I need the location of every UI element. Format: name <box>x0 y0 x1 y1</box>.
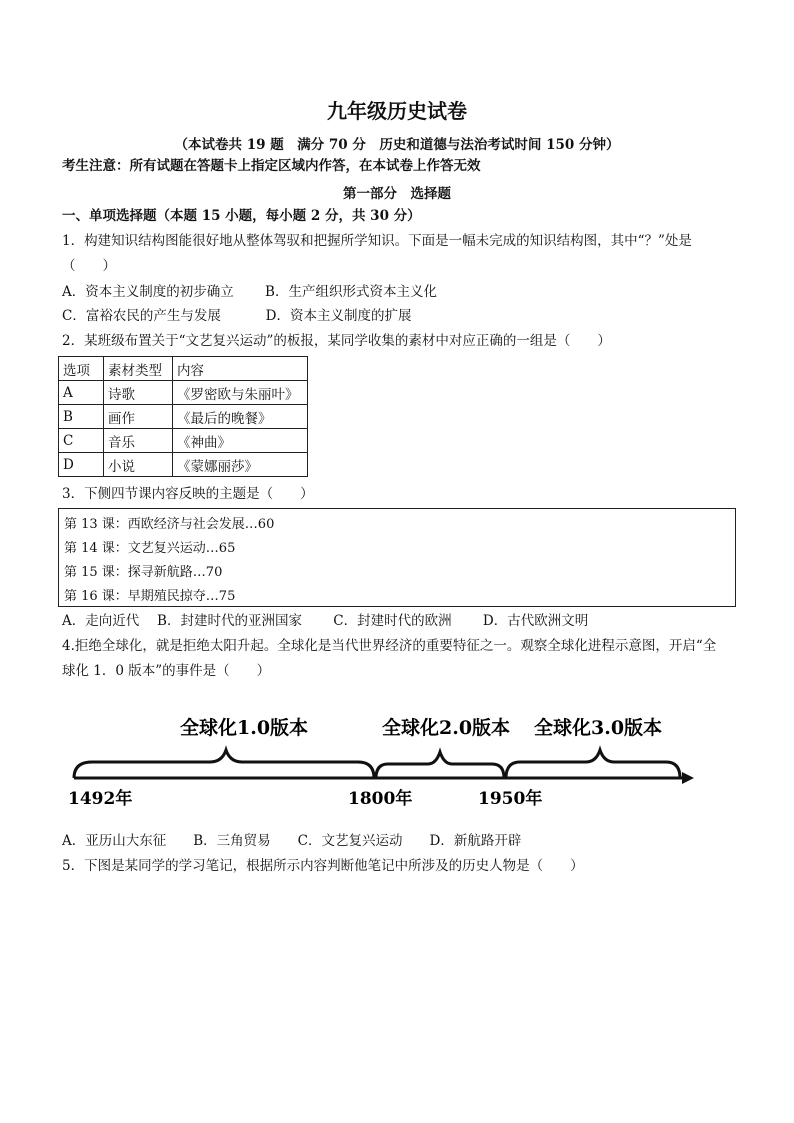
lesson-item: 第 16 课：早期殖民掠夺…75 <box>64 589 236 604</box>
table-header-row <box>59 357 308 381</box>
q5-stem: 5．下图是某同学的学习笔记，根据所示内容判断他笔记中所涉及的历史人物是（ ） <box>62 858 584 874</box>
brace-2 <box>376 752 504 778</box>
timeline-year: 1800年 <box>348 789 413 809</box>
table-row <box>59 453 308 477</box>
table-cell: 《最后的晚餐》 <box>173 405 308 429</box>
table-cell: C <box>59 429 104 453</box>
table-row <box>59 405 308 429</box>
lesson-item: 第 15 课：探寻新航路…70 <box>64 565 223 580</box>
timeline-year: 1950年 <box>478 789 543 809</box>
section-heading: 一、单项选择题（本题 15 小题，每小题 2 分，共 30 分） <box>62 208 421 224</box>
table-cell: 《神曲》 <box>173 429 308 453</box>
timeline-year: 1492年 <box>68 789 133 809</box>
part-heading: 第一部分 选择题 <box>343 186 451 202</box>
q3-options: A．走向近代 B．封建时代的亚洲国家 C．封建时代的欧洲 D．古代欧洲文明 <box>62 613 589 629</box>
table-cell: 诗歌 <box>104 381 173 405</box>
q1-options-ab: A．资本主义制度的初步确立 B．生产组织形式资本主义化 <box>62 284 437 300</box>
timeline-label: 全球化1.0版本 <box>180 717 309 739</box>
timeline-label: 全球化2.0版本 <box>382 717 511 739</box>
q4-stem-line2: 球化 1．0 版本”的事件是（ ） <box>62 663 271 679</box>
timeline-label: 全球化3.0版本 <box>534 717 663 739</box>
lesson-item: 第 14 课：文艺复兴运动…65 <box>64 541 236 556</box>
brace-3 <box>506 750 680 778</box>
table-header-cell: 选项 <box>59 357 104 381</box>
q1-options-cd: C．富裕农民的产生与发展 D．资本主义制度的扩展 <box>62 308 412 324</box>
table-cell: B <box>59 405 104 429</box>
table-cell: A <box>59 381 104 405</box>
exam-subtitle: （本试卷共 19 题 满分 70 分 历史和道德与法治考试时间 150 分钟） <box>174 137 620 153</box>
q2-options-table <box>58 356 308 477</box>
page-title: 九年级历史试卷 <box>327 99 467 123</box>
q2-stem: 2．某班级布置关于“文艺复兴运动”的板报，某同学收集的素材中对应正确的一组是（ ） <box>62 333 611 349</box>
q1-answer-paren: （ ） <box>62 258 116 274</box>
table-cell: D <box>59 453 104 477</box>
brace-1 <box>74 750 374 778</box>
table-cell: 《罗密欧与朱丽叶》 <box>173 381 308 405</box>
globalization-timeline <box>60 700 700 810</box>
exam-notice: 考生注意：所有试题在答题卡上指定区域内作答，在本试卷上作答无效 <box>62 158 481 174</box>
table-header-cell: 内容 <box>173 357 308 381</box>
table-cell: 音乐 <box>104 429 173 453</box>
table-cell: 小说 <box>104 453 173 477</box>
table-header-cell: 素材类型 <box>104 357 173 381</box>
arrow-icon <box>682 772 694 784</box>
q4-stem-line1: 4.拒绝全球化，就是拒绝太阳升起。全球化是当代世界经济的重要特征之一。观察全球化进程示意图，开启“全 <box>62 638 717 654</box>
q1-stem: 1．构建知识结构图能很好地从整体驾驭和把握所学知识。下面是一幅未完成的知识结构图，其中“？”处是 <box>62 233 692 249</box>
table-cell: 画作 <box>104 405 173 429</box>
table-row <box>59 381 308 405</box>
q3-stem: 3．下侧四节课内容反映的主题是（ ） <box>62 486 314 502</box>
lesson-item: 第 13 课：西欧经济与社会发展…60 <box>64 517 275 532</box>
table-cell: 《蒙娜丽莎》 <box>173 453 308 477</box>
q3-lesson-box <box>58 508 736 607</box>
table-row <box>59 429 308 453</box>
q4-options: A．亚历山大东征 B．三角贸易 C．文艺复兴运动 D．新航路开辟 <box>62 833 522 849</box>
